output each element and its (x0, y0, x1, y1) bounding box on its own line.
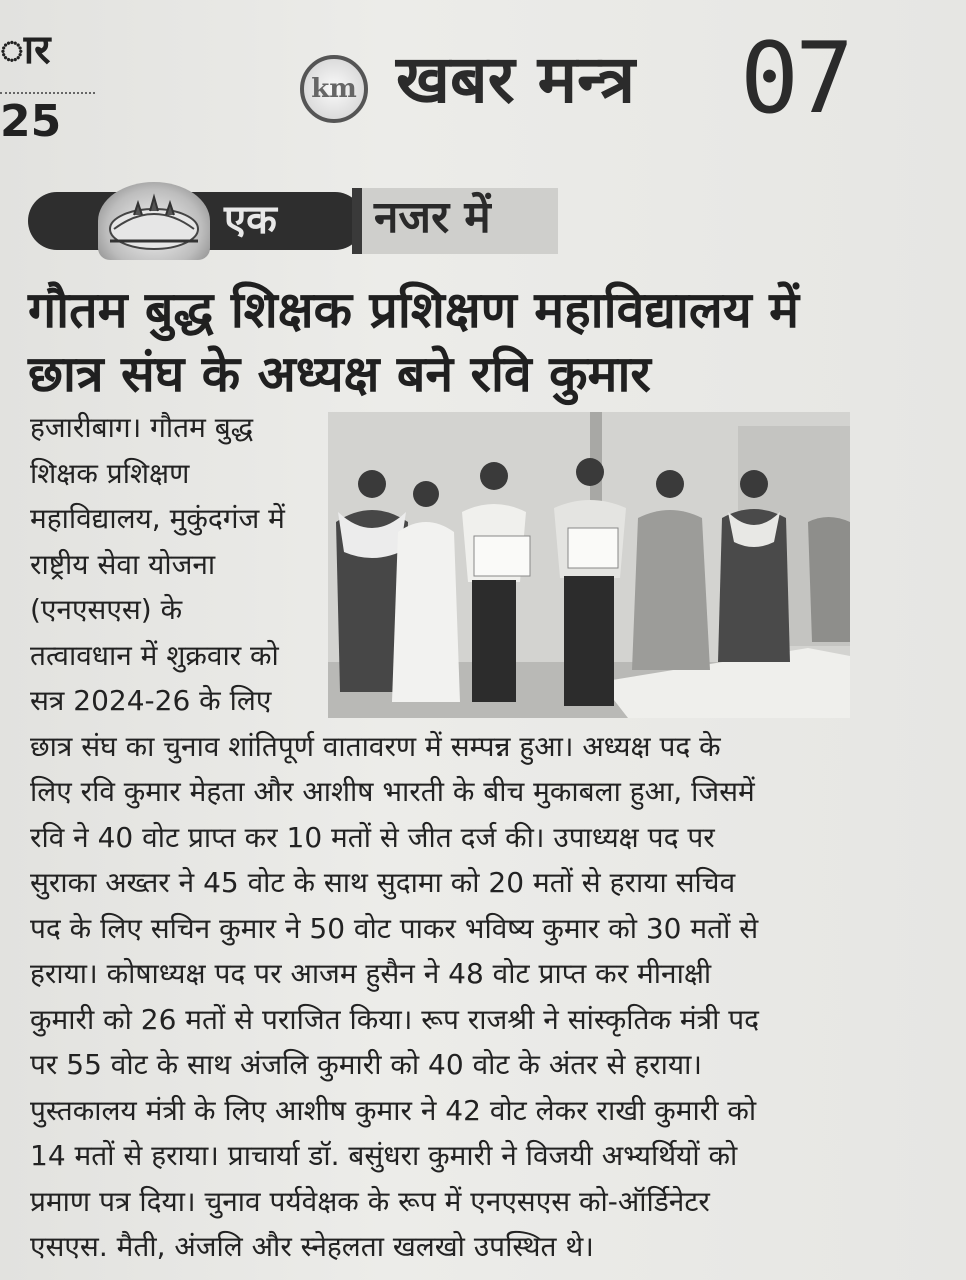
logo-text: km (311, 74, 357, 104)
section-label-part2: नजर में (374, 192, 491, 243)
article-body-line: रवि ने 40 वोट प्राप्त कर 10 मतों से जीत दर्ज की। उपाध्यक्ष पद पर (30, 821, 715, 854)
article-body-line: सत्र 2024-26 के लिए (30, 684, 272, 717)
corner-divider (0, 92, 95, 94)
article-body-line: (एनएसएस) के (30, 593, 183, 626)
masthead-title: खबर मन्त्र (396, 41, 635, 118)
article-body-line: 14 मतों से हराया। प्राचार्या डॉ. बसुंधरा कुमारी ने विजयी अभ्यर्थियों को (30, 1139, 738, 1172)
article-body-line: एसएस. मैती, अंजलि और स्नेहलता खलखो उपस्थित थे। (30, 1230, 594, 1263)
article-body-line: लिए रवि कुमार मेहता और आशीष भारती के बीच मुकाबला हुआ, जिसमें (30, 775, 755, 808)
article-body-line: पुस्तकालय मंत्री के लिए आशीष कुमार ने 42 वोट लेकर राखी कुमारी को (30, 1094, 757, 1127)
article-body-line: कुमारी को 26 मतों से पराजित किया। रूप राजश्री ने सांस्कृतिक मंत्री पद (30, 1003, 760, 1036)
section-banner (28, 182, 548, 260)
globe-icon (98, 182, 210, 260)
corner-date-fragment: ार (0, 27, 51, 73)
section-label-part1: एक (224, 197, 277, 243)
headline-line-2: छात्र संघ के अध्यक्ष बने रवि कुमार (28, 345, 651, 403)
article-body-line: पद के लिए सचिन कुमार ने 50 वोट पाकर भविष्य कुमार को 30 मतों से (30, 912, 759, 945)
article-headline (28, 278, 908, 406)
article-body-line: सुराका अख्तर ने 45 वोट के साथ सुदामा को 20 मतों से हराया सचिव (30, 866, 736, 899)
article-body-line: छात्र संघ का चुनाव शांतिपूर्ण वातावरण में सम्पन्न हुआ। अध्यक्ष पद के (30, 730, 721, 763)
article-body-line: पर 55 वोट के साथ अंजलि कुमारी को 40 वोट के अंतर से हराया। (30, 1048, 703, 1081)
article-body-line: हराया। कोषाध्यक्ष पद पर आजम हुसैन ने 48 वोट प्राप्त कर मीनाक्षी (30, 957, 712, 990)
article-photo (328, 412, 850, 718)
page-number: 07 (740, 22, 851, 136)
article-body-line: महाविद्यालय, मुकुंदगंज में (30, 502, 285, 535)
article-body-line: प्रमाण पत्र दिया। चुनाव पर्यवेक्षक के रूप में एनएसएस को-ऑर्डिनेटर (30, 1185, 710, 1218)
article-body-line: तत्वावधान में शुक्रवार को (30, 639, 279, 672)
article-body-line: हजारीबाग। गौतम बुद्ध (30, 411, 254, 444)
corner-year-fragment: 25 (0, 96, 62, 147)
article-body-line: शिक्षक प्रशिक्षण (30, 457, 190, 490)
article-body-line: राष्ट्रीय सेवा योजना (30, 548, 216, 581)
masthead-logo-icon (300, 55, 368, 123)
headline-line-1: गौतम बुद्ध शिक्षक प्रशिक्षण महाविद्यालय में (28, 281, 800, 339)
